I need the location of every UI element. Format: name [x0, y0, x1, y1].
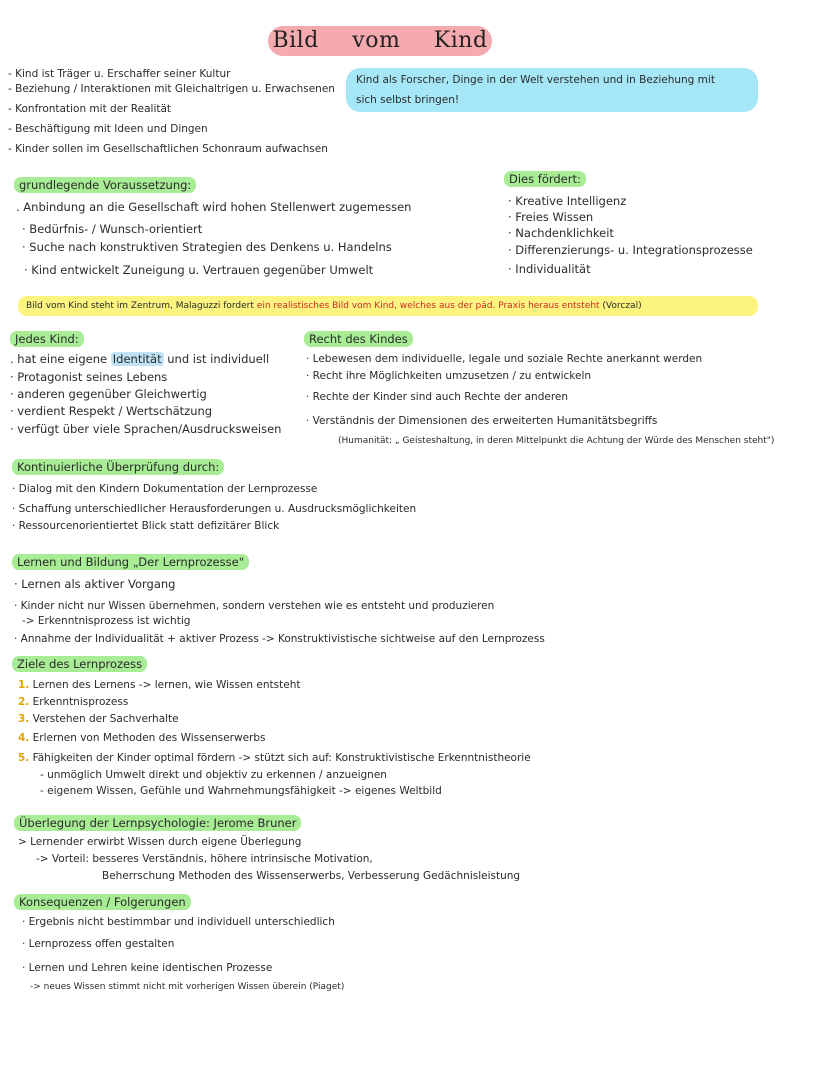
intro-highlight-line: sich selbst bringen! [356, 94, 460, 106]
ziele-heading: Ziele des Lernprozess [12, 656, 147, 672]
foerdert-item: · Differenzierungs- u. Integrationsprozesse [508, 243, 753, 257]
voraussetzung-heading: grundlegende Voraussetzung: [14, 177, 196, 193]
rechte-item: · Recht ihre Möglichkeiten umzusetzen / zu entwickeln [306, 370, 592, 382]
ziele-item [18, 678, 300, 693]
bruner-heading: Überlegung der Lernpsychologie: Jerome Bruner [14, 815, 301, 831]
lernen-heading: Lernen und Bildung „Der Lernprozesse" [12, 554, 249, 570]
center-banner-text [26, 299, 642, 313]
ziele-number: 4. [18, 732, 30, 744]
rechte-heading: Recht des Kindes [304, 331, 413, 347]
ziele-text: Lernen des Lernens -> lernen, wie Wissen entsteht [32, 679, 301, 691]
ziele-number: 1. [18, 679, 30, 691]
lernen-item: · Kinder nicht nur Wissen übernehmen, sondern verstehen wie es entsteht und produzieren [14, 600, 495, 612]
foerdert-item: · Freies Wissen [508, 210, 594, 224]
bruner-item: Beherrschung Methoden des Wissenserwerbs, Verbesserung Gedächnisleistung [102, 870, 521, 882]
konsequenzen-heading: Konsequenzen / Folgerungen [14, 894, 191, 910]
jedes-kind-item: · verfügt über viele Sprachen/Ausdrucksweisen [10, 422, 282, 436]
jedes-kind-item: · verdient Respekt / Wertschätzung [10, 404, 213, 418]
page-title: Bild vom Kind [268, 26, 492, 56]
jedes-kind-item [10, 352, 269, 367]
bruner-item: -> Vorteil: besseres Verständnis, höhere intrinsische Motivation, [36, 853, 373, 865]
voraussetzung-item: . Anbindung an die Gesellschaft wird hohen Stellenwert zugemessen [16, 200, 412, 214]
ziele-subitem: - unmöglich Umwelt direkt und objektiv zu erkennen / anzueignen [40, 769, 387, 781]
ziele-text: Erkenntnisprozess [32, 696, 129, 708]
lernen-item: · Lernen als aktiver Vorgang [14, 577, 176, 591]
intro-bullet: - Kinder sollen im Gesellschaftlichen Schonraum aufwachsen [8, 143, 328, 155]
ziele-number: 5. [18, 752, 30, 764]
foerdert-item: · Kreative Intelligenz [508, 194, 627, 208]
intro-bullet: - Beziehung / Interaktionen mit Gleichaltrigen u. Erwachsenen [8, 83, 335, 95]
lernen-item: · Annahme der Individualität + aktiver Prozess -> Konstruktivistische sichtweise auf den Lernprozess [14, 633, 545, 645]
jedes-kind-heading: Jedes Kind: [10, 331, 84, 347]
ziele-item [18, 751, 531, 766]
ueberpruefung-item: · Ressourcenorientiertet Blick statt defizitärer Blick [12, 520, 280, 532]
intro-bullet: - Beschäftigung mit Ideen und Dingen [8, 123, 208, 135]
konsequenzen-item: · Lernen und Lehren keine identischen Prozesse [22, 962, 273, 974]
rechte-item: · Rechte der Kinder sind auch Rechte der anderen [306, 391, 569, 403]
ziele-number: 3. [18, 713, 30, 725]
banner-part: Bild vom Kind steht im Zentrum, Malaguzzi fordert [26, 301, 257, 311]
voraussetzung-item: · Kind entwickelt Zuneigung u. Vertrauen gegenüber Umwelt [24, 263, 374, 277]
foerdert-item: · Individualität [508, 262, 591, 276]
ziele-text: Erlernen von Methoden des Wissenserwerbs [32, 732, 266, 744]
konsequenzen-item: · Ergebnis nicht bestimmbar und individuell unterschiedlich [22, 916, 335, 928]
rechte-item: · Lebewesen dem individuelle, legale und soziale Rechte anerkannt werden [306, 353, 703, 365]
foerdert-item: · Nachdenklichkeit [508, 226, 614, 240]
banner-highlight: ein realistisches Bild vom Kind, welches aus der päd. Praxis heraus entsteht [256, 301, 600, 311]
konsequenzen-item: · Lernprozess offen gestalten [22, 938, 175, 950]
rechte-item: · Verständnis der Dimensionen des erweiterten Humanitätsbegriffs [306, 415, 658, 427]
jedes-kind-item: · Protagonist seines Lebens [10, 370, 168, 384]
ueberpruefung-heading: Kontinuierliche Überprüfung durch: [12, 459, 224, 475]
ziele-item [18, 731, 265, 746]
lernen-item: -> Erkenntnisprozess ist wichtig [22, 615, 191, 627]
intro-highlight-line: Kind als Forscher, Dinge in der Welt verstehen und in Beziehung mit [356, 74, 715, 86]
ueberpruefung-item: · Dialog mit den Kindern Dokumentation der Lernprozesse [12, 483, 318, 495]
ziele-number: 2. [18, 696, 30, 708]
intro-bullet: - Kind ist Träger u. Erschaffer seiner Kultur [8, 68, 231, 80]
voraussetzung-item: · Bedürfnis- / Wunsch-orientiert [22, 222, 203, 236]
jedes-kind-text: . hat eine eigene [10, 352, 111, 366]
ziele-subitem: - eigenem Wissen, Gefühle und Wahrnehmungsfähigkeit -> eigenes Weltbild [40, 785, 442, 797]
foerdert-heading: Dies fördert: [504, 171, 586, 187]
humanitaet-note: (Humanität: „ Geisteshaltung, in deren Mittelpunkt die Achtung der Würde des Menschen steht") [338, 436, 775, 446]
jedes-kind-item: · anderen gegenüber Gleichwertig [10, 387, 207, 401]
banner-part: (Vorczal) [599, 301, 642, 311]
jedes-kind-text: und ist individuell [163, 352, 270, 366]
ziele-text: Fähigkeiten der Kinder optimal fördern -> stützt sich auf: Konstruktivistische Erkenntnistheorie [32, 752, 531, 764]
ziele-text: Verstehen der Sachverhalte [32, 713, 179, 725]
voraussetzung-item: · Suche nach konstruktiven Strategien des Denkens u. Handelns [22, 240, 392, 254]
ziele-item [18, 695, 128, 710]
identitaet-highlight: Identität [112, 352, 162, 366]
ziele-item [18, 712, 179, 727]
ueberpruefung-item: · Schaffung unterschiedlicher Herausforderungen u. Ausdrucksmöglichkeiten [12, 503, 417, 515]
konsequenzen-item: -> neues Wissen stimmt nicht mit vorherigen Wissen überein (Piaget) [30, 982, 345, 992]
intro-bullet: - Konfrontation mit der Realität [8, 103, 172, 115]
bruner-item: > Lernender erwirbt Wissen durch eigene Überlegung [18, 836, 302, 848]
